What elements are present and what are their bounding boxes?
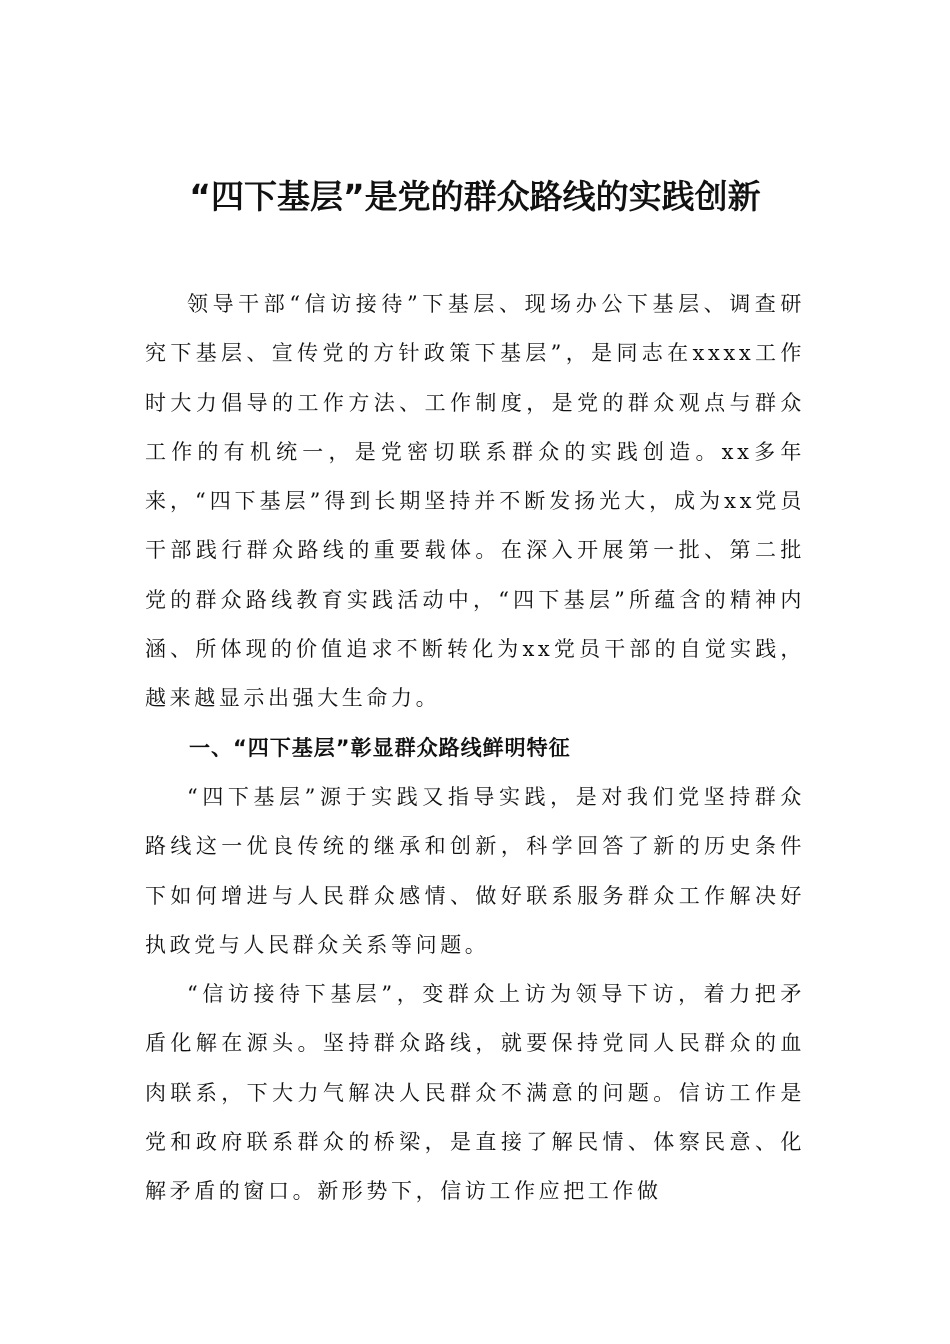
document-title: “四下基层”是党的群众路线的实践创新 (189, 177, 761, 216)
paragraph-section-1: “四下基层”源于实践又指导实践，是对我们党坚持群众路线这一优良传统的继承和创新，科学回答了新的历史条件下如何增进与人民群众感情、做好联系服务群众工作解决好执政党与人民群众关系等问题。 (145, 784, 805, 957)
section-heading: 一、“四下基层”彰显群众路线鲜明特征 (189, 735, 571, 760)
paragraph-section-2: “信访接待下基层”，变群众上访为领导下访，着力把矛盾化解在源头。坚持群众路线，就要保持党同人民群众的血肉联系，下大力气解决人民群众不满意的问题。信访工作是党和政府联系群众的桥梁，是直接了解民情、体察民意、化解矛盾的窗口。新形势下，信访工作应把工作做 (145, 982, 805, 1204)
paragraph-intro: 领导干部“信访接待”下基层、现场办公下基层、调查研究下基层、宣传党的方针政策下基层”，是同志在xxxx工作时大力倡导的工作方法、工作制度，是党的群众观点与群众工作的有机统一，是党密切联系群众的实践创造。xx多年来，“四下基层”得到长期坚持并不断发扬光大，成为xx党员干部践行群众路线的重要载体。在深入开展第一批、第二批党的群众路线教育实践活动中，“四下基层”所蕴含的精神内涵、所体现的价值追求不断转化为xx党员干部的自觉实践，越来越显示出强大生命力。 (145, 292, 805, 711)
document-body (145, 280, 805, 1217)
